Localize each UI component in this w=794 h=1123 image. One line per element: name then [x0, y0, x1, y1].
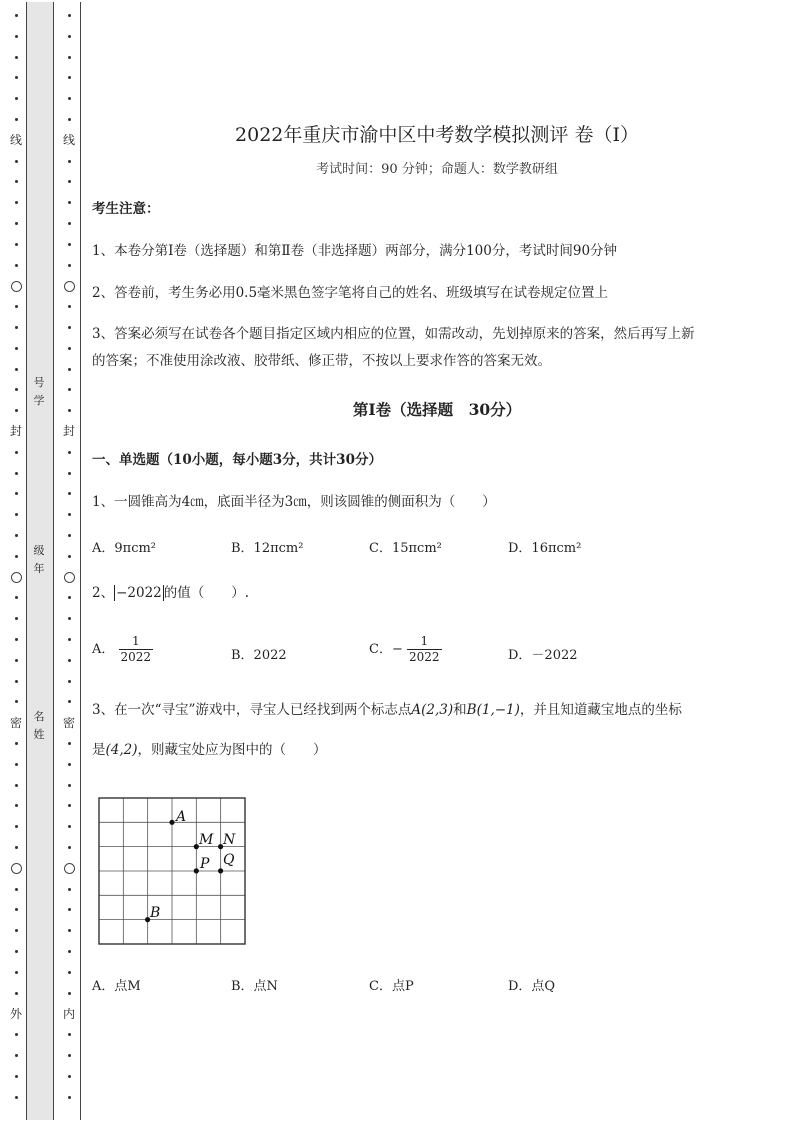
margin-label-feng-left: 封	[9, 424, 22, 438]
q3-text-3: ，则藏宝处应为图中的（ ）	[137, 742, 327, 758]
margin-dot	[15, 638, 18, 641]
q2-option-c[interactable]	[369, 634, 442, 665]
margin-dot	[15, 56, 18, 59]
margin-dot	[15, 763, 18, 766]
margin-dot	[68, 680, 71, 683]
binding-rule	[80, 2, 81, 1120]
q3-treasure-coord: (4,2)	[105, 742, 138, 758]
margin-dot	[68, 201, 71, 204]
margin-dot	[68, 888, 71, 891]
margin-dot	[15, 264, 18, 267]
margin-dot	[15, 784, 18, 787]
notice-item-3-cont: 的答案；不准使用涂改液、胶带纸、修正带，不按以上要求作答的答案无效。	[92, 353, 551, 369]
margin-dot	[15, 180, 18, 183]
margin-dot	[15, 1075, 18, 1078]
margin-dot	[15, 908, 18, 911]
grid-point-a	[169, 820, 174, 825]
margin-dot	[15, 222, 18, 225]
margin-dot	[68, 347, 71, 350]
margin-dot	[68, 908, 71, 911]
margin-label-xian-left: 线	[9, 133, 22, 147]
question-3-line-2	[92, 737, 327, 763]
margin-dot	[68, 825, 71, 828]
margin-dot	[15, 971, 18, 974]
margin-circle	[11, 572, 22, 583]
margin-dot	[68, 472, 71, 475]
margin-dot	[68, 659, 71, 662]
margin-dot	[68, 35, 71, 38]
margin-circle	[64, 863, 75, 874]
q2-option-a-fraction	[119, 634, 154, 665]
q3-option-c[interactable]: C．点P	[369, 979, 414, 994]
q3-option-d[interactable]: D．点Q	[508, 979, 556, 994]
exam-subtitle: 考试时间：90 分钟；命题人：数学教研组	[316, 162, 558, 177]
q2-option-d[interactable]: D．－2022	[508, 648, 578, 663]
question-1: 1、一圆锥高为4㎝，底面半径为3㎝，则该圆锥的侧面积为（ ）	[92, 494, 496, 510]
margin-circle	[64, 572, 75, 583]
margin-dot	[68, 929, 71, 932]
fraction-numerator: 1	[407, 634, 442, 650]
q2-option-a[interactable]	[92, 634, 153, 665]
margin-dot	[15, 659, 18, 662]
margin-dot	[68, 14, 71, 17]
margin-dot	[68, 555, 71, 558]
grid-label-b: B	[150, 905, 161, 921]
treasure-grid	[98, 797, 248, 947]
margin-dot	[15, 368, 18, 371]
margin-label-wai-left: 外	[9, 1007, 22, 1021]
q2-suffix: 的值（ ）.	[163, 585, 250, 601]
margin-dot	[68, 222, 71, 225]
q3-point-b: B(1,−1)	[466, 702, 520, 718]
margin-dot	[15, 513, 18, 516]
margin-dot	[15, 804, 18, 807]
part-heading: 一、单选题（10小题，每小题3分，共计30分）	[92, 452, 382, 468]
margin-dot	[15, 846, 18, 849]
margin-dot	[68, 784, 71, 787]
student-number-field[interactable]: 号学	[33, 376, 45, 407]
q3-text-cont: ，并且知道藏宝地点的坐标	[519, 702, 682, 718]
margin-dot	[15, 929, 18, 932]
margin-dot	[68, 638, 71, 641]
margin-dot	[15, 700, 18, 703]
notice-item-2: 2、答卷前，考生务必用0.5毫米黑色签字笔将自己的姓名、班级填写在试卷规定位置上	[92, 285, 609, 301]
margin-dot	[15, 1054, 18, 1057]
margin-dot	[68, 97, 71, 100]
margin-dot	[68, 742, 71, 745]
margin-dot	[15, 742, 18, 745]
q3-text-2: 是	[92, 742, 106, 758]
margin-dot	[68, 700, 71, 703]
margin-dot	[15, 243, 18, 246]
q2-absolute-value: −2022	[116, 585, 162, 601]
margin-circle	[11, 281, 22, 292]
q2-option-c-fraction	[407, 634, 442, 665]
question-2	[92, 580, 249, 606]
margin-dot	[68, 763, 71, 766]
margin-dot	[15, 1033, 18, 1036]
margin-dot	[68, 1075, 71, 1078]
margin-label-feng-right: 封	[62, 424, 75, 438]
fraction-numerator: 1	[119, 634, 154, 650]
margin-dot	[15, 534, 18, 537]
q3-point-a: A(2,3)	[411, 702, 454, 718]
class-field[interactable]: 级年	[33, 544, 45, 575]
q2-option-a-label: A．	[92, 642, 115, 657]
margin-dot	[68, 409, 71, 412]
margin-dot	[68, 243, 71, 246]
margin-dot	[15, 555, 18, 558]
q1-option-a[interactable]: A．9πcm²	[92, 541, 157, 556]
margin-dot	[15, 888, 18, 891]
margin-circle	[64, 281, 75, 292]
margin-dot	[68, 1096, 71, 1099]
margin-dot	[15, 825, 18, 828]
q3-and: 和	[453, 702, 467, 718]
q2-option-c-label: C．−	[369, 642, 403, 657]
grid-label-n: N	[223, 832, 236, 848]
margin-dot	[68, 617, 71, 620]
q1-option-b[interactable]: B．12πcm²	[231, 541, 304, 556]
margin-dot	[15, 305, 18, 308]
margin-dot	[68, 971, 71, 974]
margin-dot	[15, 326, 18, 329]
margin-dot	[68, 264, 71, 267]
margin-dot	[68, 596, 71, 599]
margin-dot	[68, 180, 71, 183]
question-3-line-1	[92, 697, 682, 723]
margin-label-mi-left: 密	[9, 716, 22, 730]
notice-item-3: 3、答案必须写在试卷各个题目指定区域内相应的位置，如需改动，先划掉原来的答案，然后再写上新	[92, 326, 695, 342]
q3-option-b[interactable]: B．点N	[231, 979, 278, 994]
margin-dot	[15, 680, 18, 683]
margin-dot	[15, 472, 18, 475]
q2-prefix: 2、	[92, 585, 115, 601]
notice-heading: 考生注意：	[92, 201, 160, 217]
margin-dot	[68, 368, 71, 371]
q3-text: 3、在一次“寻宝”游戏中，寻宝人已经找到两个标志点	[92, 702, 412, 718]
margin-dot	[68, 1054, 71, 1057]
grid-label-m: M	[199, 832, 214, 848]
margin-dot	[68, 305, 71, 308]
q3-option-a[interactable]: A．点M	[92, 979, 141, 994]
fraction-denominator: 2022	[120, 650, 152, 664]
margin-circle	[11, 863, 22, 874]
q1-option-d[interactable]: D．16πcm²	[508, 541, 582, 556]
margin-dot	[68, 804, 71, 807]
binding-margin	[0, 0, 90, 1123]
margin-dot	[15, 160, 18, 163]
margin-dot	[15, 492, 18, 495]
margin-dot	[68, 326, 71, 329]
margin-dot	[15, 97, 18, 100]
notice-item-1: 1、本卷分第Ⅰ卷（选择题）和第Ⅱ卷（非选择题）两部分，满分100分，考试时间90分钟	[92, 243, 618, 259]
margin-dot	[68, 534, 71, 537]
grid-label-q: Q	[223, 852, 235, 868]
margin-dot	[68, 451, 71, 454]
margin-dot	[15, 596, 18, 599]
margin-dot	[68, 492, 71, 495]
q1-option-c[interactable]: C．15πcm²	[369, 541, 442, 556]
treasure-grid-figure	[98, 797, 248, 951]
fraction-denominator: 2022	[408, 650, 440, 664]
grid-label-p: P	[200, 856, 210, 872]
margin-label-mi-right: 密	[62, 716, 75, 730]
grid-point-q	[218, 868, 223, 873]
margin-dot	[15, 1096, 18, 1099]
margin-dot	[15, 451, 18, 454]
margin-dot	[15, 992, 18, 995]
margin-dot	[68, 513, 71, 516]
grid-point-p	[194, 868, 199, 873]
margin-dot	[68, 846, 71, 849]
margin-dot	[15, 76, 18, 79]
margin-dot	[15, 409, 18, 412]
margin-dot	[68, 388, 71, 391]
margin-dot	[68, 950, 71, 953]
margin-dot	[15, 35, 18, 38]
margin-label-xian-right: 线	[62, 133, 75, 147]
margin-dot	[15, 617, 18, 620]
grid-label-a: A	[176, 809, 187, 825]
margin-dot	[68, 56, 71, 59]
margin-dot	[15, 201, 18, 204]
margin-dot	[68, 118, 71, 121]
margin-dot	[15, 118, 18, 121]
margin-dot	[15, 347, 18, 350]
exam-title: 2022年重庆市渝中区中考数学模拟测评 卷（Ⅰ）	[235, 124, 639, 146]
margin-dot	[68, 992, 71, 995]
margin-dot	[15, 950, 18, 953]
name-field[interactable]: 名姓	[33, 710, 45, 741]
margin-dot	[68, 1033, 71, 1036]
q2-option-b[interactable]: B．2022	[231, 648, 287, 663]
margin-label-nei-right: 内	[62, 1007, 75, 1021]
margin-dot	[15, 14, 18, 17]
margin-dot	[68, 76, 71, 79]
margin-dot	[68, 160, 71, 163]
margin-dot	[15, 388, 18, 391]
section-title: 第Ⅰ卷（选择题 30分）	[352, 400, 522, 419]
